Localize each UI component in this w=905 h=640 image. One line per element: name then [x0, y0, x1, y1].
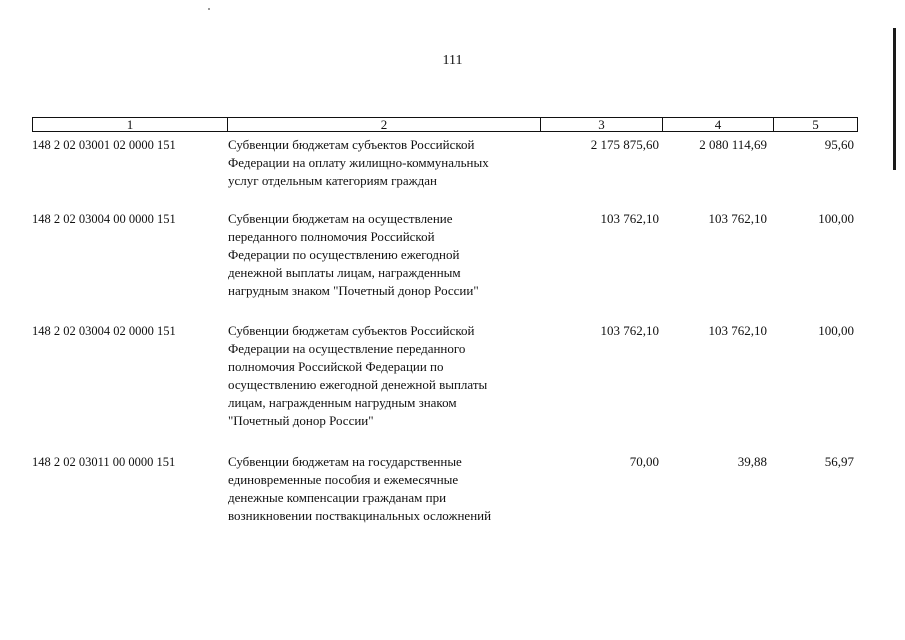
description-line: переданного полномочия Российской: [228, 229, 435, 244]
header-col-5: 5: [773, 118, 857, 131]
value-col-4: 103 762,10: [708, 211, 767, 226]
table-header: [32, 117, 858, 132]
item-description: [228, 210, 532, 300]
description-line: осуществлению ежегодной денежной выплаты: [228, 377, 488, 392]
page-edge-mark: [893, 28, 896, 170]
header-col-4: 4: [662, 118, 773, 131]
description-line: лицам, награжденным нагрудным знаком: [228, 395, 457, 410]
header-col-1: 1: [126, 117, 134, 132]
description-line: Субвенции бюджетам субъектов Российской: [228, 323, 475, 338]
value-col-3: 103 762,10: [600, 323, 659, 338]
description-line: денежной выплаты лицам, награжденным: [228, 265, 461, 280]
description-line: Федерации на осуществление переданного: [228, 341, 466, 356]
description-line: денежные компенсации гражданам при: [228, 490, 447, 505]
value-col-3: 70,00: [629, 454, 659, 469]
description-line: единовременные пособия и ежемесячные: [228, 472, 459, 487]
value-col-5: 56,97: [824, 454, 854, 469]
description-line: Субвенции бюджетам на государственные: [228, 454, 462, 469]
header-col-2: 2: [227, 118, 540, 131]
budget-code: 148 2 02 03001 02 0000 151: [32, 138, 176, 152]
value-col-5: 100,00: [818, 211, 854, 226]
value-col-5: 95,60: [824, 137, 854, 152]
header-col-3: 3: [540, 118, 662, 131]
description-line: Федерации на оплату жилищно-коммунальных: [228, 155, 489, 170]
item-description: [228, 322, 532, 430]
description-line: услуг отдельным категориям граждан: [228, 173, 437, 188]
value-col-5: 100,00: [818, 323, 854, 338]
budget-code: 148 2 02 03004 02 0000 151: [32, 324, 176, 338]
item-description: [228, 453, 532, 525]
description-line: возникновении поствакцинальных осложнений: [228, 508, 492, 523]
description-line: Федерации по осуществлению ежегодной: [228, 247, 460, 262]
page-number: 111: [442, 53, 463, 68]
value-col-4: 2 080 114,69: [699, 137, 767, 152]
value-col-3: 2 175 875,60: [590, 137, 659, 152]
description-line: нагрудным знаком "Почетный донор России": [228, 283, 479, 298]
value-col-3: 103 762,10: [600, 211, 659, 226]
description-line: "Почетный донор России": [228, 413, 374, 428]
description-line: Субвенции бюджетам на осуществление: [228, 211, 453, 226]
value-col-4: 103 762,10: [708, 323, 767, 338]
budget-code: 148 2 02 03011 00 0000 151: [32, 455, 176, 469]
scan-speck: [208, 8, 210, 10]
description-line: полномочия Российской Федерации по: [228, 359, 444, 374]
description-line: Субвенции бюджетам субъектов Российской: [228, 137, 475, 152]
value-col-4: 39,88: [737, 454, 767, 469]
item-description: [228, 136, 532, 190]
budget-code: 148 2 02 03004 00 0000 151: [32, 212, 176, 226]
